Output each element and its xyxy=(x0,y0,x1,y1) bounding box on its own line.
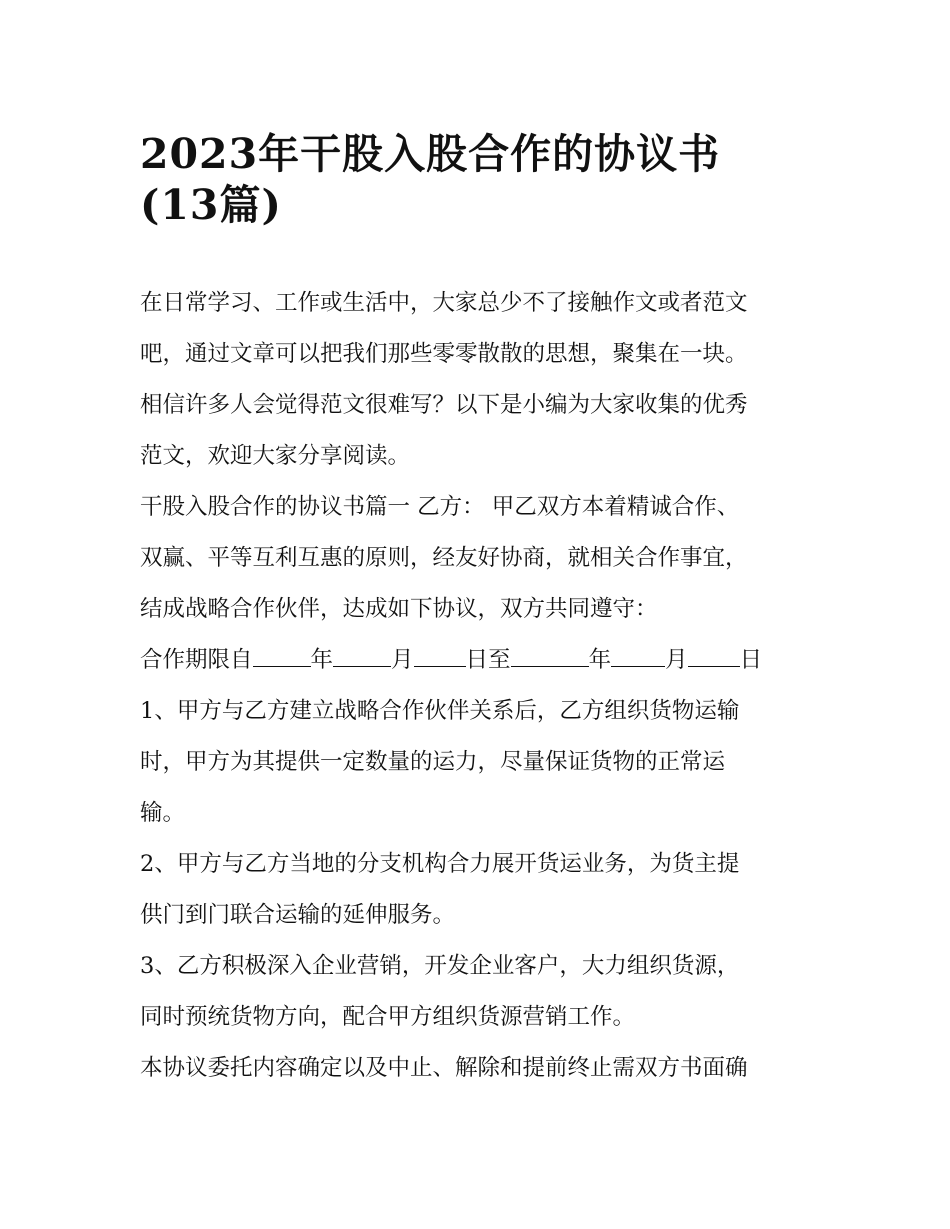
text-line: 供门到门联合运输的延伸服务。 xyxy=(140,902,456,928)
text-line: 结成战略合作伙伴，达成如下协议，双方共同遵守： xyxy=(140,596,658,622)
document-body xyxy=(140,278,820,1094)
blank-year-start xyxy=(253,646,311,667)
clause-2-paragraph xyxy=(140,839,820,941)
text-line: 2、甲方与乙方当地的分支机构合力展开货运业务，为货主提 xyxy=(140,851,740,877)
text-line: 吧，通过文章可以把我们那些零零散散的思想，聚集在一块。 xyxy=(140,341,748,367)
intro-paragraph xyxy=(140,278,820,482)
text-line: 范文，欢迎大家分享阅读。 xyxy=(140,443,411,469)
text-line: 输。 xyxy=(140,800,186,826)
text-line: 同时预统货物方向，配合甲方组织货源营销工作。 xyxy=(140,1004,636,1030)
clause-3-paragraph xyxy=(140,941,820,1043)
term-line xyxy=(140,635,820,686)
blank-day-start xyxy=(414,646,466,667)
term-month-start-label: 月 xyxy=(391,647,414,673)
term-prefix: 合作期限自 xyxy=(140,647,253,673)
term-year-start-label: 年 xyxy=(310,647,334,673)
blank-month-end xyxy=(611,646,665,667)
term-year-end-label: 年 xyxy=(588,647,612,673)
agreement-preamble-paragraph xyxy=(140,482,820,635)
document-title xyxy=(140,118,820,229)
term-day-end-label: 日 xyxy=(739,647,763,673)
text-line: 本协议委托内容确定以及中止、解除和提前终止需双方书面确 xyxy=(140,1055,748,1081)
text-line: 1、甲方与乙方建立战略合作伙伴关系后，乙方组织货物运输 xyxy=(140,698,740,724)
blank-month-start xyxy=(333,646,391,667)
text-line: 双赢、平等互利互惠的原则，经友好协商，就相关合作事宜， xyxy=(140,545,748,571)
text-line: 时，甲方为其提供一定数量的运力，尽量保证货物的正常运 xyxy=(140,749,726,775)
title-line-2: (13篇) xyxy=(140,181,282,229)
term-month-end-label: 月 xyxy=(665,647,688,673)
blank-year-end xyxy=(511,646,589,667)
blank-day-end xyxy=(688,646,740,667)
closing-paragraph xyxy=(140,1043,820,1094)
text-line: 相信许多人会觉得范文很难写？以下是小编为大家收集的优秀 xyxy=(140,392,748,418)
term-line-paragraph xyxy=(140,635,820,686)
text-line: 3、乙方积极深入企业营销，开发企业客户，大力组织货源， xyxy=(140,953,740,979)
text-line: 干股入股合作的协议书篇一 乙方： 甲乙双方本着精诚合作、 xyxy=(140,494,740,520)
term-day-start-label: 日至 xyxy=(465,647,511,673)
text-line: 在日常学习、工作或生活中，大家总少不了接触作文或者范文 xyxy=(140,290,748,316)
title-line-1: 2023年干股入股合作的协议书 xyxy=(140,130,721,178)
clause-1-paragraph xyxy=(140,686,820,839)
